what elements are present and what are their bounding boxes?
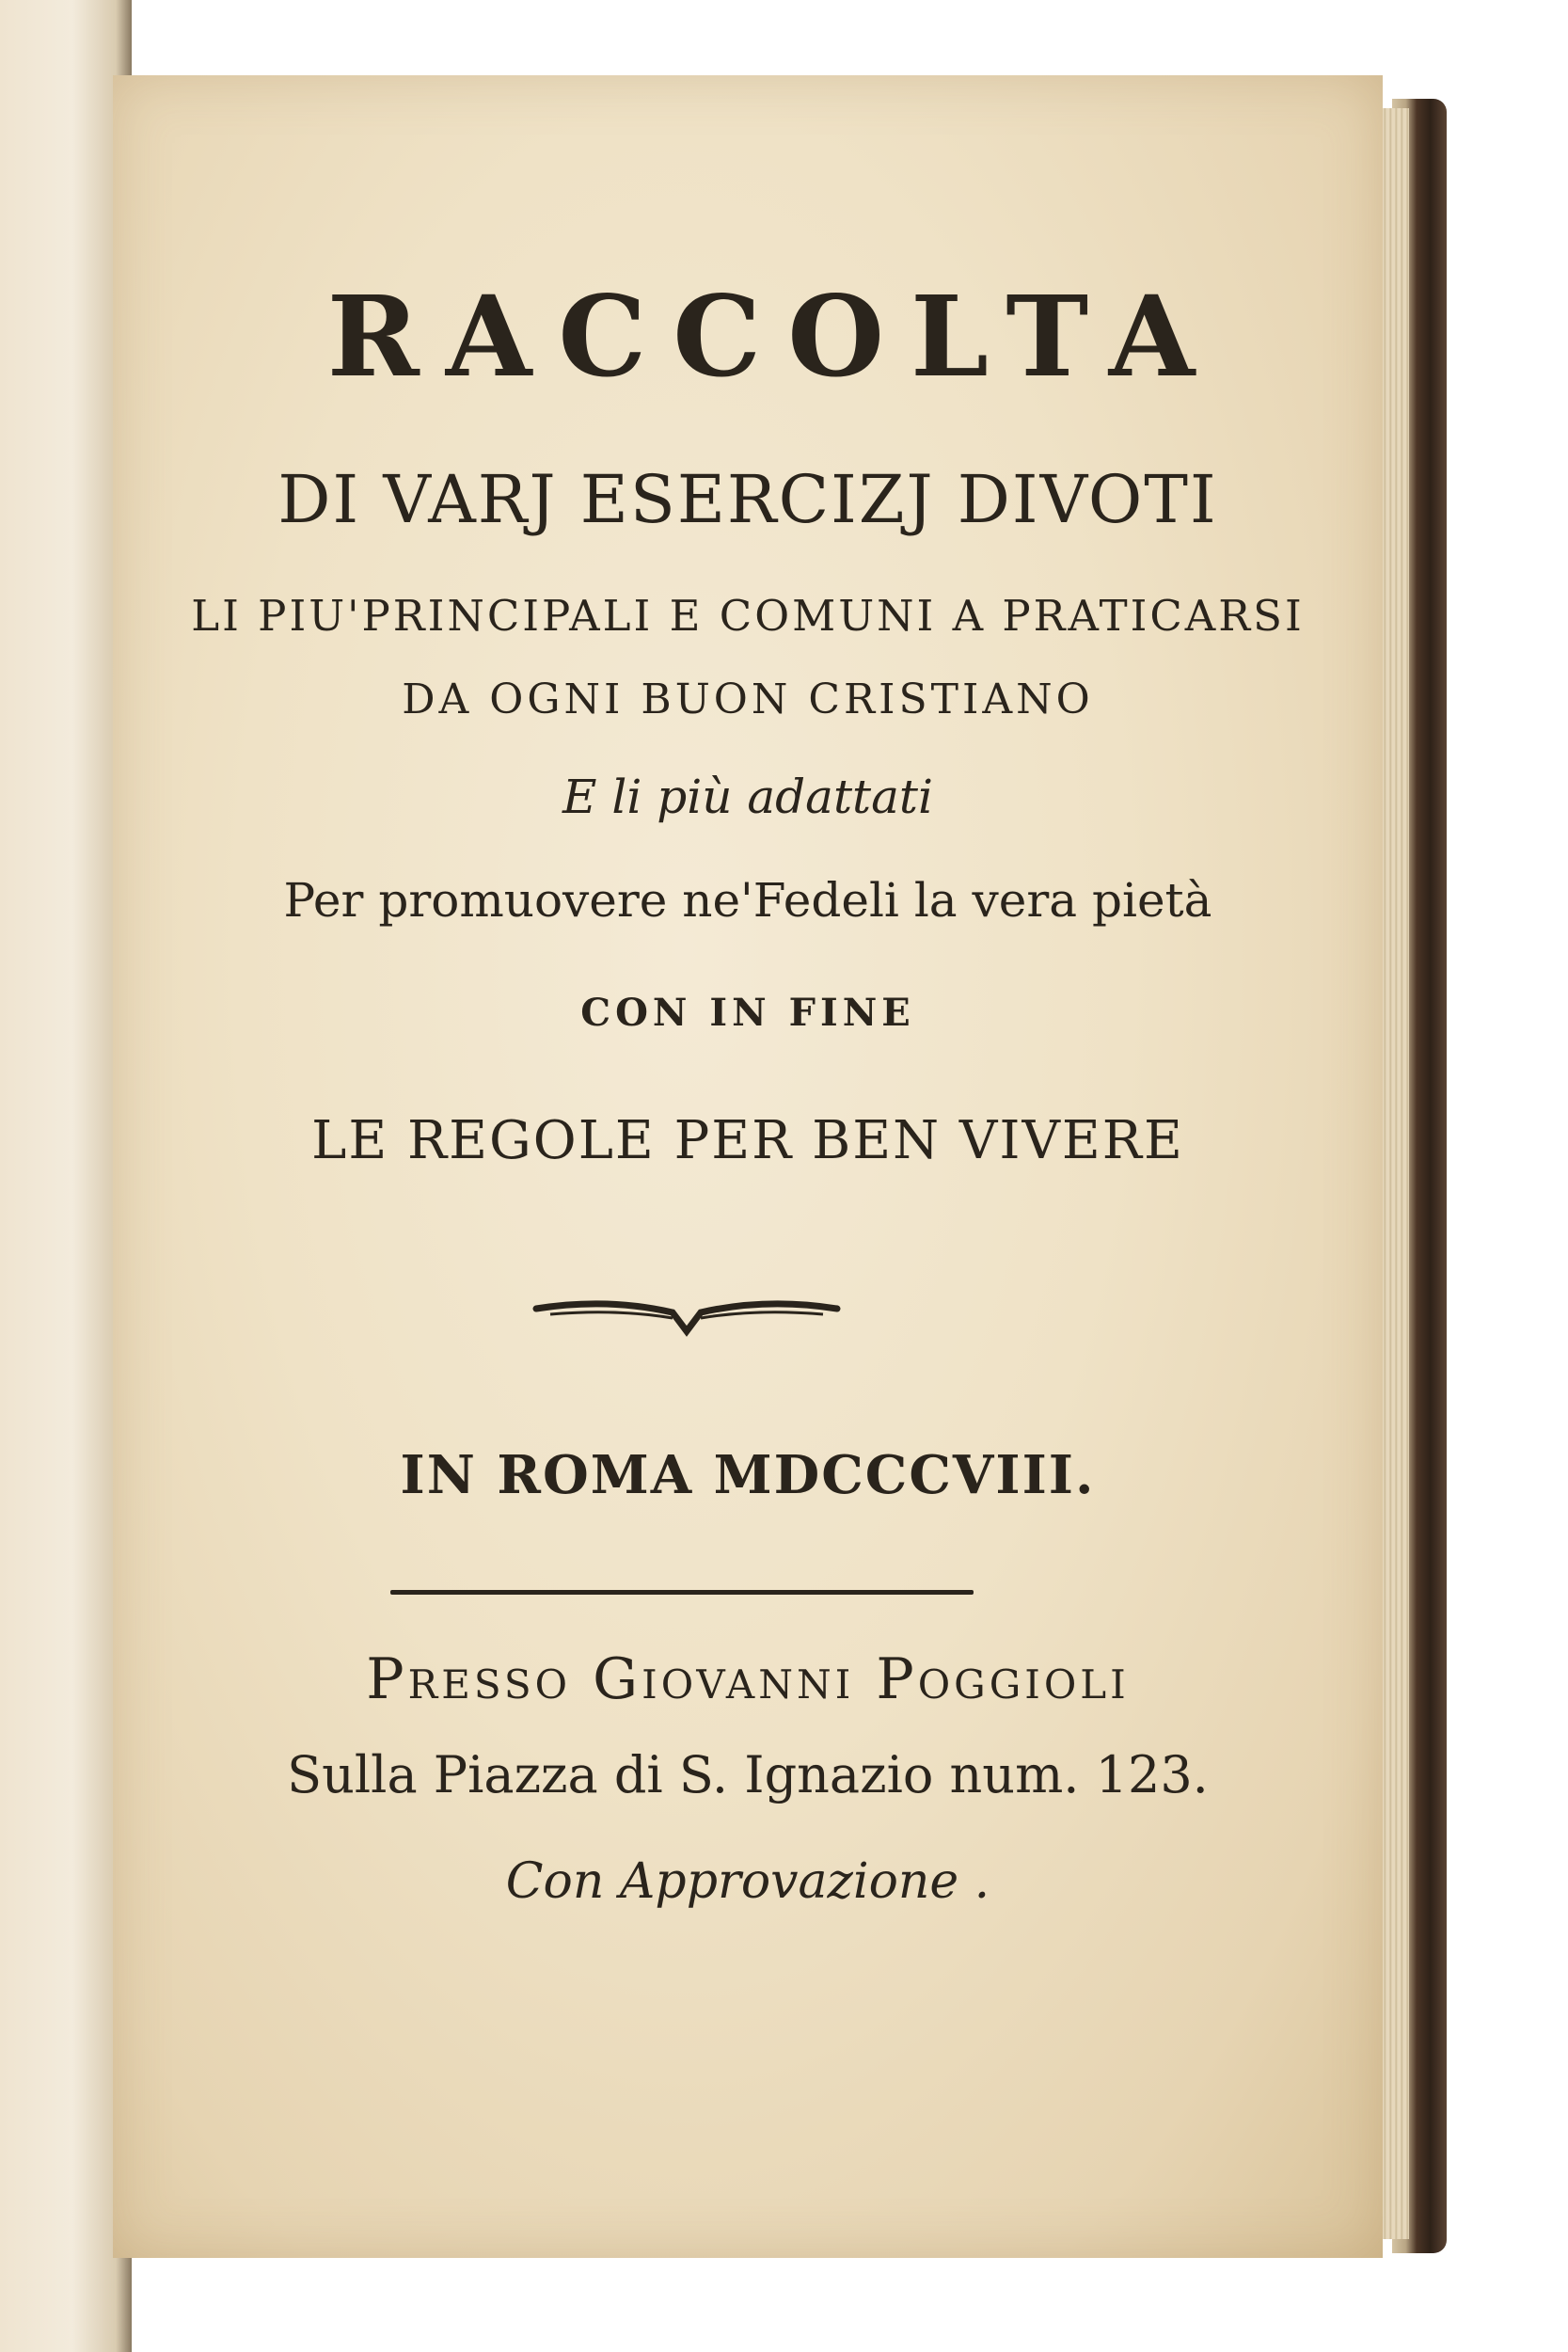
ornament-divider [531,1282,842,1339]
purpose-line: Per promuovere ne'Fedeli la vera pietà [283,873,1212,928]
book-title: RACCOLTA [326,271,1222,402]
regole-line: LE REGOLE PER BEN VIVERE [311,1110,1184,1171]
horizontal-rule [390,1590,974,1595]
facing-page [0,0,132,2352]
imprint-place-date: IN ROMA MDCCCVIII. [400,1444,1096,1506]
subtitle-line-2: LI PIU'PRINCIPALI E COMUNI A PRATICARSI [191,591,1305,641]
title-page [113,75,1383,2258]
italic-line: E li più adattati [562,770,934,824]
subtitle-line-1: DI VARJ ESERCIZJ DIVOTI [277,461,1218,538]
address-line: Sulla Piazza di S. Ignazio num. 123. [287,1745,1209,1804]
con-in-fine: CON IN FINE [580,991,915,1035]
approval-line: Con Approvazione . [505,1853,990,1910]
publisher-line: Presso Giovanni Poggioli [366,1646,1130,1712]
subtitle-line-3: DA OGNI BUON CRISTIANO [402,675,1094,723]
